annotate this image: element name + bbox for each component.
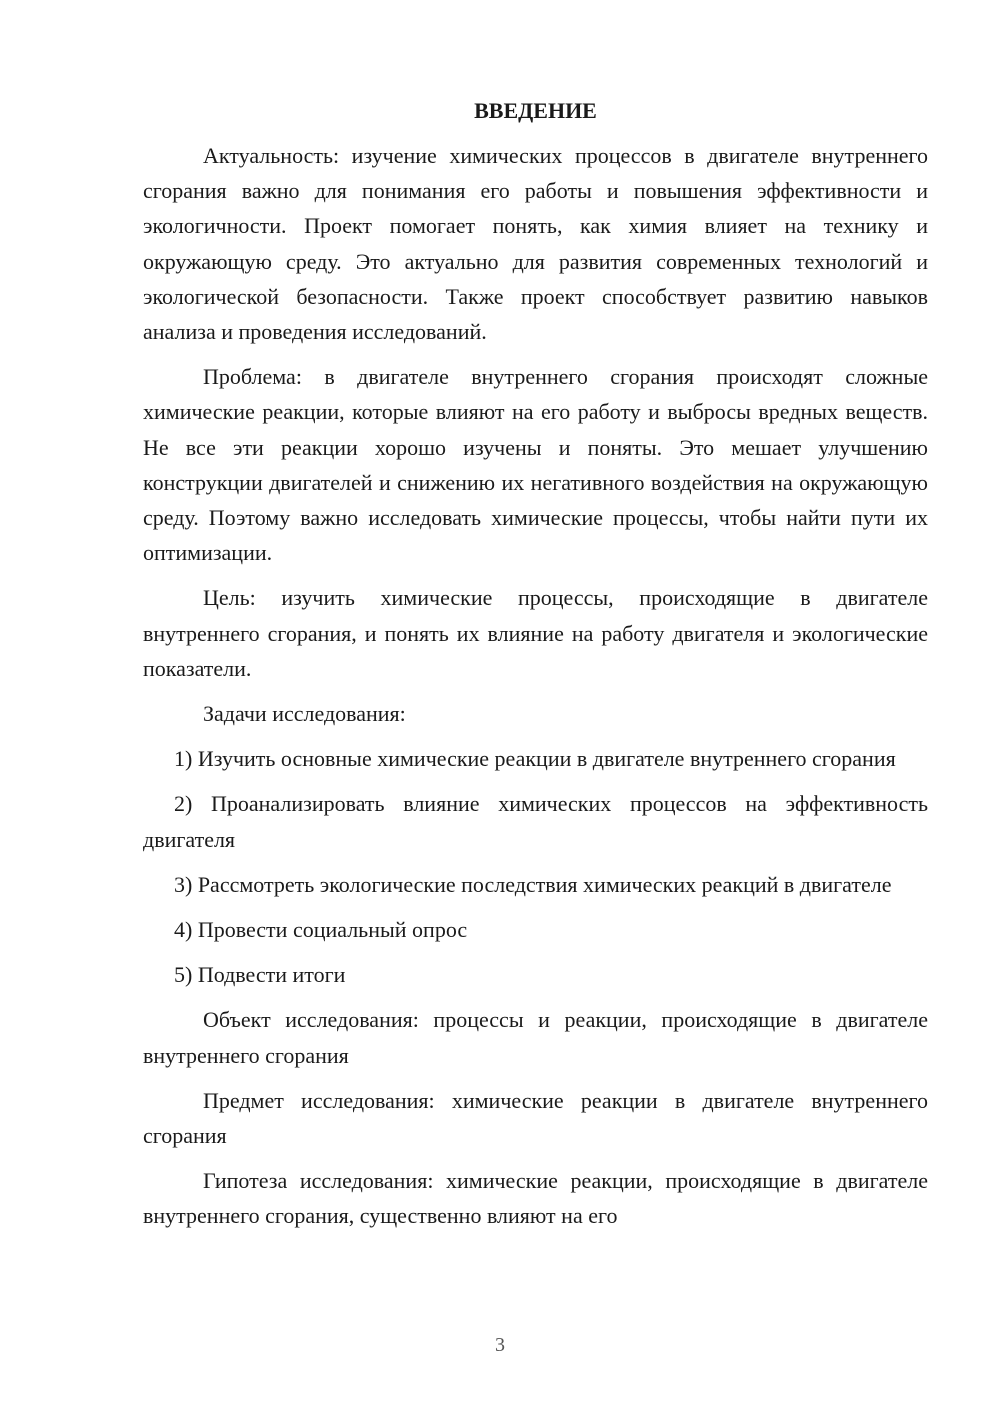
task-item-2: 2) Проанализировать влияние химических процессов на эффективность двигателя — [143, 791, 928, 852]
tasks-heading: Задачи исследования: — [203, 701, 406, 727]
paragraph-subject: Предмет исследования: химические реакции в двигателе внутреннего сгорания — [143, 1087, 928, 1149]
paragraph-goal: Цель: изучить химические процессы, происходящие в двигателе внутреннего сгорания, и понять их влияние на работу двигателя и экологические показатели. — [143, 585, 928, 681]
document-page — [143, 93, 928, 1234]
paragraph-problem: Проблема: в двигателе внутреннего сгорания происходят сложные химические реакции, которые влияют на его работу и выбросы вредных веществ. Не все эти реакции хорошо изучены и поняты. Это мешает улучшению конструкции двигателей и снижению их негативного воздействия на окружающую среду. Поэтому важно исследовать химические процессы, чтобы найти пути их оптимизации. — [143, 364, 928, 566]
section-heading: ВВЕДЕНИЕ — [474, 98, 597, 123]
page-number: 3 — [495, 1334, 505, 1356]
task-item-1: 1) Изучить основные химические реакции в двигателе внутреннего сгорания — [174, 746, 896, 772]
task-item-5: 5) Подвести итоги — [174, 962, 346, 988]
task-item-4: 4) Провести социальный опрос — [174, 917, 468, 943]
paragraph-relevance: Актуальность: изучение химических процессов в двигателе внутреннего сгорания важно для понимания его работы и повышения эффективности и экологичности. Проект помогает понять, как химия влияет на технику и окружающую среду. Это актуально для развития современных технологий и экологической безопасности. Также проект способствует развитию навыков анализа и проведения исследований. — [143, 143, 928, 345]
task-item-3: 3) Рассмотреть экологические последствия химических реакций в двигателе — [174, 871, 892, 897]
paragraph-hypothesis: Гипотеза исследования: химические реакции, происходящие в двигателе внутреннего сгорания, существенно влияют на его — [143, 1168, 928, 1229]
paragraph-object: Объект исследования: процессы и реакции, происходящие в двигателе внутреннего сгорания — [143, 1007, 928, 1068]
